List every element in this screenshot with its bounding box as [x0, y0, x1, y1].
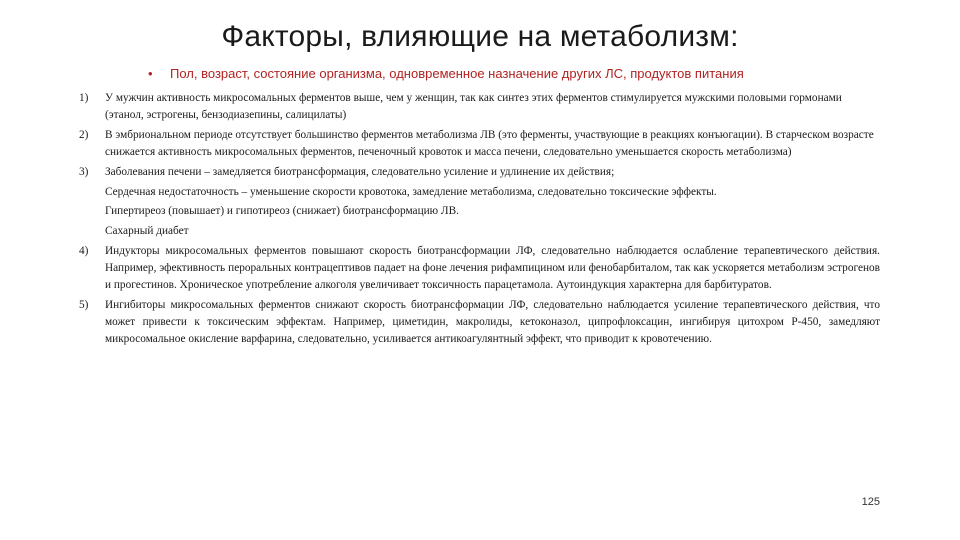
list-item-text: Ингибиторы микросомальных ферментов снижают скорость биотрансформации ЛФ, следовательно наблюдается усиление терапевтического действия, что может привести к токсическим эффектам. Например, циметидин, макролиды, кетоконазол, ципрофлоксацин, ингибируя цитохром Р-450, замедляют микросомальное окисление варфарина, следовательно, усиливается антикоагулянтный эффект, что приводит к кровотечению. — [105, 298, 880, 345]
list-item-text: Индукторы микросомальных ферментов повышают скорость биотрансформации ЛФ, следовательно наблюдается ослабление терапевтического действия. Например, эфективность пероральных контрацептивов падает на фоне лечения рифампицином или фенобарбиталом, так как ускоряется метаболизм эстрогенов и прогестинов. Хроническое употребление алкоголя увеличивает токсичность парацетамола. Аутоиндукция характерна для барбитуратов. — [105, 245, 880, 292]
thyroid-paragraph: Гипертиреоз (повышает) и гипотиреоз (снижает) биотрансформацию ЛВ. — [105, 205, 459, 218]
diabetes-paragraph: Сахарный диабет — [105, 225, 189, 238]
heart-failure-paragraph: Сердечная недостаточность – уменьшение скорости кровотока, замедление метаболизма, следовательно токсические эффекты. — [105, 185, 717, 198]
list-item-1 — [79, 90, 880, 124]
highlight-bullet — [148, 66, 868, 81]
content-body — [79, 90, 880, 351]
list-item-text: У мужчин активность микросомальных ферментов выше, чем у женщин, так как синтез этих ферментов стимулируется мужскими половыми гормонами (этанол, эстрогены, бензодиазепины, салицилаты) — [105, 92, 842, 121]
page-number: 125 — [861, 496, 880, 508]
list-item-3 — [79, 164, 880, 181]
list-item-text: Заболевания печени – замедляется биотрансформация, следовательно усиление и удлинение их действия; — [105, 165, 615, 178]
list-number: 5) — [79, 298, 89, 311]
list-item-5 — [79, 297, 880, 348]
list-item-text: В эмбриональном периоде отсутствует большинство ферментов метаболизма ЛВ (это ферменты, участвующие в реакциях конъюгации). В старческом возрасте снижается активность микросомальных ферментов, печеночный кровоток и масса печени, следовательно уменьшается скорость метаболизма) — [105, 128, 874, 158]
page-title: Факторы, влияющие на метаболизм: — [221, 20, 739, 53]
list-number: 4) — [79, 245, 89, 258]
bullet-text: Пол, возраст, состояние организма, одновременное назначение других ЛС, продуктов питания — [170, 66, 744, 81]
list-item-2 — [79, 127, 880, 161]
list-number: 2) — [79, 128, 89, 141]
list-item-4 — [79, 243, 880, 294]
bullet-icon: • — [148, 66, 153, 81]
list-number: 1) — [79, 92, 89, 104]
list-number: 3) — [79, 165, 89, 178]
